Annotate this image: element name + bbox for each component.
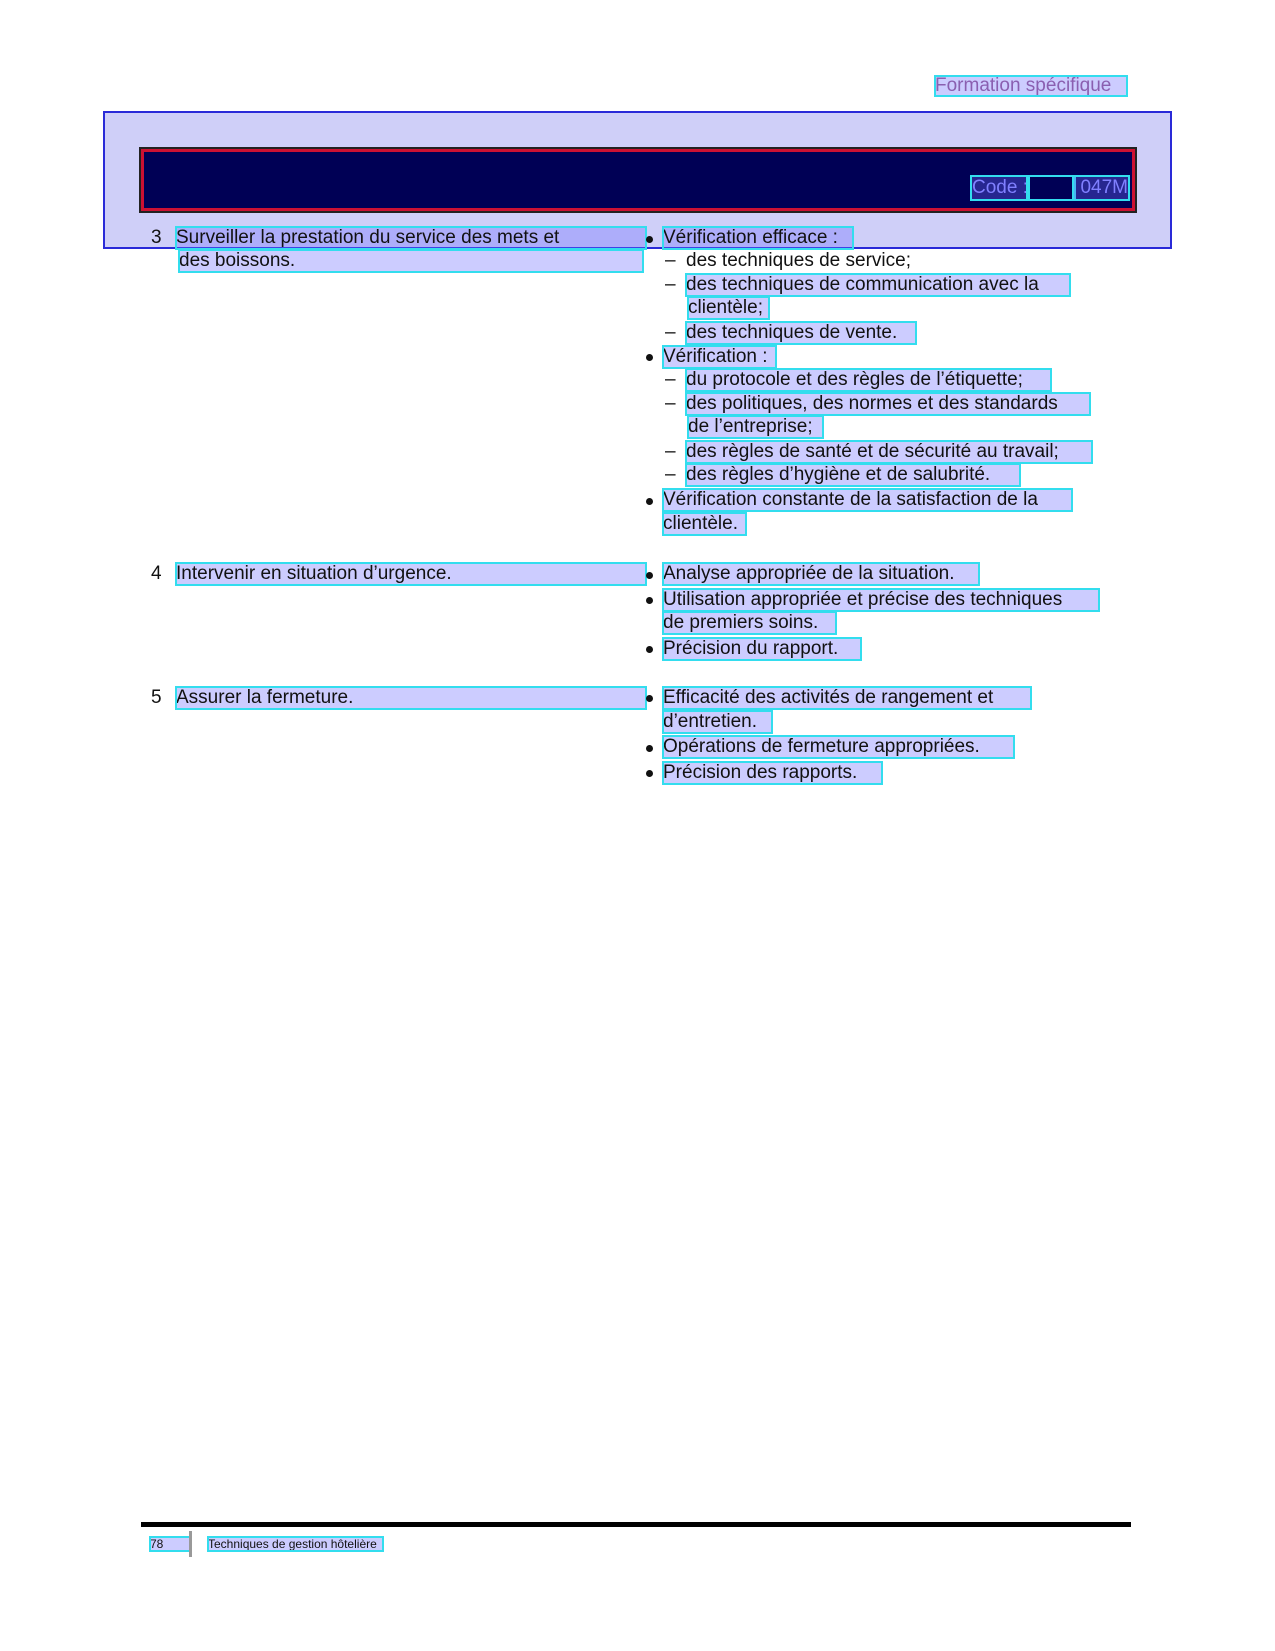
- dash-icon: –: [665, 441, 676, 462]
- criterion-text: de premiers soins.: [663, 612, 836, 634]
- criterion-text: Utilisation appropriée et précise des techniques: [663, 589, 1099, 611]
- bullet-icon: [646, 236, 653, 243]
- criterion-text: Opérations de fermeture appropriées.: [663, 736, 1014, 758]
- bullet-icon: [646, 354, 653, 361]
- bullet-icon: [646, 597, 653, 604]
- criterion-text: Vérification :: [663, 346, 776, 368]
- competency-line: des boissons.: [179, 250, 643, 272]
- subcriterion-text: des techniques de communication avec la: [686, 274, 1070, 296]
- subcriterion-text: du protocole et des règles de l’étiquette;: [686, 369, 1051, 391]
- subcriterion-text: clientèle;: [688, 297, 769, 319]
- subcriterion-text: de l’entreprise;: [688, 416, 823, 438]
- bullet-icon: [646, 498, 653, 505]
- bullet-icon: [646, 770, 653, 777]
- footer-separator: [189, 1531, 192, 1557]
- competency-line: Intervenir en situation d’urgence.: [176, 563, 646, 585]
- code-value: 047M: [1074, 177, 1128, 199]
- competency-line: Assurer la fermeture.: [176, 687, 646, 709]
- element-number: 4: [151, 563, 162, 584]
- subcriterion-text: des règles d’hygiène et de salubrité.: [686, 464, 1020, 486]
- dash-icon: –: [665, 322, 676, 343]
- criterion-text: Vérification constante de la satisfaction de la: [663, 489, 1072, 511]
- element-number: 3: [151, 227, 162, 248]
- criterion-text: d’entretien.: [663, 711, 772, 733]
- footer-document-title: Techniques de gestion hôtelière: [208, 1537, 383, 1551]
- bullet-icon: [646, 572, 653, 579]
- footer-page-number: 78: [150, 1537, 190, 1551]
- subcriterion-text: des politiques, des normes et des standards: [686, 393, 1090, 415]
- bullet-icon: [646, 745, 653, 752]
- criterion-text: Efficacité des activités de rangement et: [663, 687, 1031, 709]
- dash-icon: –: [665, 250, 676, 271]
- running-header: Formation spécifique: [935, 76, 1127, 96]
- code-label: Code :: [972, 177, 1028, 198]
- code-separator: [1028, 177, 1074, 199]
- code-bar: [141, 149, 1135, 211]
- criterion-text: Analyse appropriée de la situation.: [663, 563, 979, 585]
- bullet-icon: [646, 646, 653, 653]
- subcriterion-text: des techniques de vente.: [686, 322, 916, 344]
- subcriterion-text: des règles de santé et de sécurité au travail;: [686, 441, 1092, 463]
- dash-icon: –: [665, 464, 676, 485]
- criterion-text: Précision des rapports.: [663, 762, 882, 784]
- dash-icon: –: [665, 274, 676, 295]
- element-number: 5: [151, 687, 162, 708]
- dash-icon: –: [665, 393, 676, 414]
- criterion-text: clientèle.: [663, 513, 746, 535]
- criterion-text: Précision du rapport.: [663, 638, 861, 660]
- competency-line: Surveiller la prestation du service des mets et: [176, 227, 646, 249]
- dash-icon: –: [665, 369, 676, 390]
- subcriterion-text: des techniques de service;: [686, 250, 911, 271]
- footer-rule: [141, 1522, 1131, 1527]
- bullet-icon: [646, 695, 653, 702]
- criterion-text: Vérification efficace :: [663, 227, 853, 249]
